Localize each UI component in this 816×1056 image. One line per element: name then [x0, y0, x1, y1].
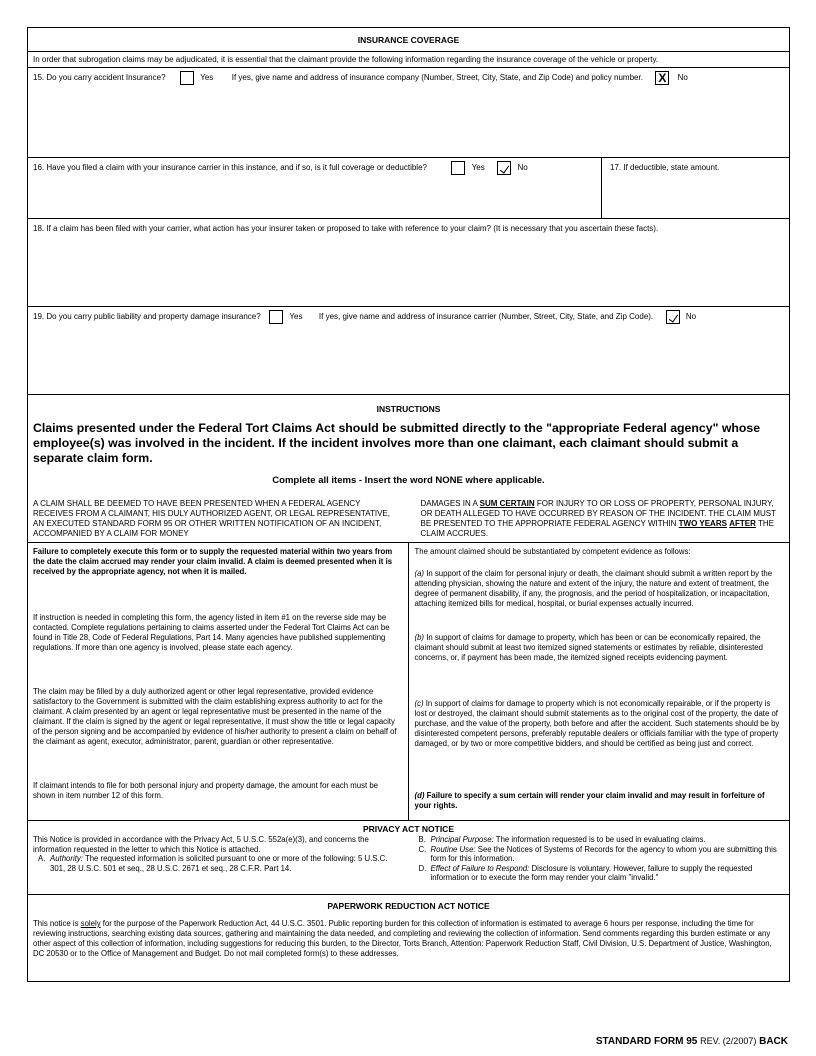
instr-agent: The claim may be filled by a duly authorized agent or other legal representative, provided evidence satisfactory to the Government is submitted with the claim establishing express authority to act for the claimant. A claim presented by an agent or legal representative must be presented in the name of the claimant. If the claim is signed by the agent or legal representative, it must show the title or legal capacity of the person signing and be accompanied by evidence of his/her authority to present a claim on behalf of the claimant as agent, executor, administrator, parent, guardian or other representative. — [33, 687, 397, 746]
right-top-b: FOR INJURY TO OR LOSS OF PROPERTY, PERSONAL INJURY, OR DEATH ALLEGED TO HAVE OCCURRED BY REASON OF THE INCIDENT. THE CLAIM MUST BE PRESENTED TO THE APPROPRIATE FEDERAL AGENCY WITHIN — [420, 499, 776, 528]
instr-d — [415, 791, 784, 811]
paperwork-text — [33, 919, 784, 959]
privacy-a-text: The requested information is solicited pursuant to one or more of the following: 5 U.S.C. 301, 28 U.S.C. 501 et seq., 28 U.S.C. 2671 et seq., 28 C.F.R. Part 14. — [50, 854, 388, 873]
privacy-b — [419, 835, 785, 845]
claim-definition-left: A CLAIM SHALL BE DEEMED TO HAVE BEEN PRESENTED WHEN A FEDERAL AGENCY RECEIVES FROM A CLAIMANT, HIS DULY AUTHORIZED AGENT, OR LEGAL REPRESENTATIVE, AN EXECUTED STANDARD FORM 95 OR OTHER WRITTEN NOTIFICATION OF AN INCIDENT, ACCOMPANIED BY A CLAIM FOR MONEY — [33, 499, 390, 538]
q16-no-label: No — [517, 163, 528, 173]
footer-form-name: STANDARD FORM 95 — [595, 1036, 698, 1047]
paperwork-solely: solely — [80, 919, 101, 928]
q15-no-label: No — [677, 73, 688, 82]
instructions-left-column — [28, 543, 409, 820]
question-19 — [28, 307, 789, 395]
tag-a: (a) — [414, 569, 425, 578]
instr-help: If instruction is needed in completing this form, the agency listed in item #1 on the reverse side may be contacted. Complete regulations pertaining to claims asserted under the Federal Tort Claims Act can be found in Title 28, Code of Federal Regulations, Part 14. Many agencies have published supplementing regulations. If more than one agency is involved, please state each agency. — [33, 613, 390, 652]
instructions-lead: Claims presented under the Federal Tort Claims Act should be submitted directly to the "appropriate Federal agency" whose employee(s) was involved in the incident. If the incident involves more than one claimant, each claimant should submit a separate claim form. — [33, 421, 761, 465]
after-word: AFTER — [729, 519, 756, 528]
paperwork-section — [28, 895, 789, 981]
q19-label: 19. Do you carry public liability and property damage insurance? — [33, 312, 261, 321]
question-16 — [28, 158, 602, 218]
privacy-d-label: Effect of Failure to Respond: — [430, 863, 530, 873]
right-top-a: DAMAGES IN A — [420, 499, 480, 508]
q16-yes-label: Yes — [471, 163, 485, 173]
question-15 — [28, 68, 789, 158]
two-years: TWO YEARS — [678, 519, 727, 528]
instr-failure: Failure to completely execute this form or to supply the requested material within two years from the date the claim accrued may render your claim invalid. A claim is deemed presented when it is received by the appropriate agency, not when it is mailed. — [33, 547, 393, 576]
instr-b — [415, 633, 784, 699]
q17-label: 17. If deductible, state amount. — [610, 163, 720, 172]
q16-yes-checkbox[interactable] — [451, 161, 465, 175]
q16-no-checkbox[interactable] — [497, 161, 511, 175]
privacy-c-tag: C. — [418, 844, 427, 854]
q15-label: 15. Do you carry accident Insurance? — [33, 73, 166, 82]
privacy-a-label: Authority: — [50, 854, 83, 863]
instructions-section — [28, 395, 789, 543]
privacy-d-text: Disclosure is voluntary. However, failure to supply the requested information or to execute the form may render your claim "invalid." — [430, 863, 753, 882]
q16-label: 16. Have you filed a claim with your insurance carrier in this instance, and if so, is it full coverage or deductible? — [33, 163, 427, 173]
privacy-a — [33, 854, 399, 873]
privacy-intro: This Notice is provided in accordance with the Privacy Act, 5 U.S.C. 552a(e)(3), and concerns the information requested in the letter to which this Notice is attached. — [33, 835, 369, 854]
paperwork-pre: This notice is — [33, 919, 81, 928]
sum-certain: SUM CERTAIN — [479, 499, 535, 508]
claim-definition-right — [409, 499, 785, 539]
privacy-c-label: Routine Use: — [430, 844, 476, 854]
privacy-c — [419, 845, 785, 864]
paperwork-body: for the purpose of the Paperwork Reduction Act, 44 U.S.C. 3501. Public reporting burden for this collection of information is estimated to average 6 hours per response, including the time for reviewing instructions, searching existing data sources, gathering and maintaining the data needed, and completing and reviewing the collection of information. Send comments regarding this burden estimate or any other aspect of this collection of information, including suggestions for reducing this burden, to the Director, Torts Branch, Attention: Paperwork Reduction Staff, Civil Division, U.S. Department of Justice, Washington, DC 20530 or to the Office of Management and Budget. Do not mail completed form(s) to these addresses. — [33, 919, 772, 958]
q19-yes-checkbox[interactable] — [269, 310, 283, 324]
text-a: In support of the claim for personal injury or death, the claimant should submit a written report by the attending physician, showing the nature and extent of the injury, the nature and extent of treatment, the degree of permanent disability, if any, the prognosis, and the period of hospitalization, or incapacitation, attaching itemized bills for medical, hospital, or burial expenses actually incurred. — [414, 569, 773, 608]
instr-a — [415, 569, 784, 633]
footer-revision: REV. (2/2007) — [700, 1036, 757, 1046]
question-17[interactable] — [602, 158, 789, 218]
privacy-header: PRIVACY ACT NOTICE — [363, 824, 454, 834]
privacy-b-tag: B. — [418, 835, 426, 844]
privacy-d — [419, 864, 785, 883]
sf95-back-form — [27, 27, 790, 982]
privacy-d-tag: D. — [418, 863, 427, 873]
insurance-intro: In order that subrogation claims may be adjudicated, it is essential that the claimant provide the following information regarding the insurance coverage of the vehicle or property. — [28, 52, 789, 68]
question-16-17 — [28, 158, 789, 219]
q19-no-checkbox[interactable] — [666, 310, 680, 324]
question-18[interactable] — [28, 219, 789, 307]
privacy-right — [409, 835, 785, 883]
privacy-c-text: See the Notices of Systems of Records for the agency to whom you are submitting this form for this information. — [430, 844, 777, 863]
insurance-header: INSURANCE COVERAGE — [28, 28, 789, 52]
q19-instructions: If yes, give name and address of insurance carrier (Number, Street, City, State, and Zip Code). — [318, 312, 654, 321]
text-b: In support of claims for damage to property, which has been or can be economically repaired, the claimant should submit at least two itemized signed statements or estimates by reliable, disinterested concerns, or, if payment has been made, the itemized signed receipts evidencing payment. — [414, 633, 763, 662]
text-c: In support of claims for damage to property which is not economically repairable, or if the property is lost or destroyed, the claimant should submit statements as to the original cost of the property, the date of purchase, and the value of the property, both before and after the accident. Such statements should be by disinterested competent persons, preferably reputable dealers or officials familiar with the type of property damaged, or by two or more competitive bidders, and should be certified as being just and correct. — [414, 699, 780, 748]
q15-instructions: If yes, give name and address of insurance company (Number, Street, City, State, and Zip Code) and policy number. — [231, 73, 643, 82]
tag-c: (c) — [414, 699, 424, 708]
privacy-section — [28, 821, 789, 895]
right-top-c: THE CLAIM ACCRUES. — [420, 519, 774, 538]
q15-yes-checkbox[interactable] — [180, 71, 194, 85]
q18-label: 18. If a claim has been filed with your carrier, what action has your insurer taken or proposed to take with reference to your claim? (It is necessary that you ascertain these facts). — [33, 224, 659, 233]
instructions-complete: Complete all items - Insert the word NONE where applicable. — [272, 475, 545, 486]
text-d: Failure to specify a sum certain will render your claim invalid and may result in forfeiture of your rights. — [414, 791, 765, 810]
privacy-a-tag: A. — [38, 854, 46, 863]
q15-no-checkbox[interactable]: X — [655, 71, 669, 85]
q19-yes-label: Yes — [289, 312, 303, 321]
instructions-detail — [28, 543, 789, 821]
form-footer — [596, 1036, 788, 1047]
instr-substantiate: The amount claimed should be substantiated by competent evidence as follows: — [414, 547, 691, 556]
q19-no-label: No — [685, 312, 697, 321]
privacy-b-label: Principal Purpose: — [430, 835, 494, 844]
q15-yes-label: Yes — [200, 73, 214, 82]
instr-both: If claimant intends to file for both personal injury and property damage, the amount for each must be shown in item number 12 of this form. — [33, 781, 378, 800]
tag-d: (d) — [414, 791, 425, 800]
footer-back: BACK — [759, 1036, 788, 1047]
instructions-right-column — [409, 543, 790, 820]
instr-c — [415, 699, 784, 791]
instructions-header: INSTRUCTIONS — [376, 404, 441, 414]
paperwork-header: PAPERWORK REDUCTION ACT NOTICE — [327, 901, 490, 911]
privacy-left — [33, 835, 409, 883]
privacy-b-text: The information requested is to be used in evaluating claims. — [493, 835, 706, 844]
tag-b: (b) — [414, 633, 425, 642]
